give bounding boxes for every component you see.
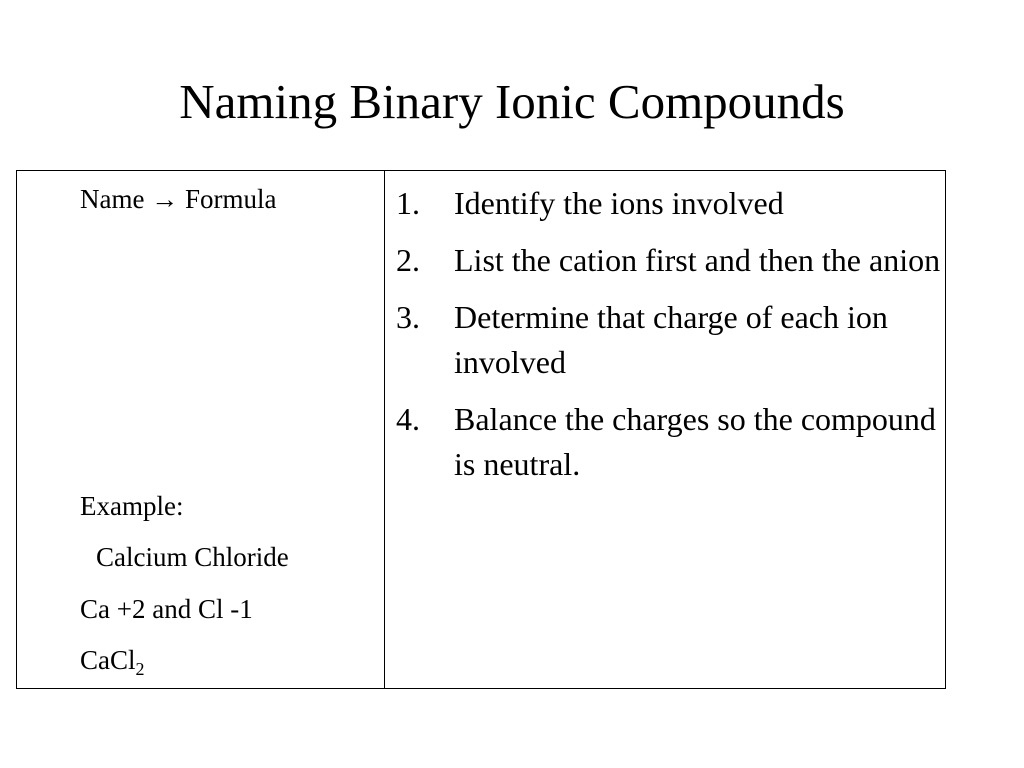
step-item xyxy=(396,238,941,283)
step-text: Balance the charges so the compound is neutral. xyxy=(454,401,936,482)
content-table xyxy=(16,170,946,689)
example-ion-charges: Ca +2 and Cl -1 xyxy=(80,594,253,624)
name-to-formula-heading: Name → Formula xyxy=(80,184,277,214)
naming-steps-list xyxy=(396,181,941,499)
example-formula xyxy=(80,644,145,679)
step-number: 1. xyxy=(396,185,420,221)
column-divider xyxy=(384,171,385,688)
example-label: Example: xyxy=(80,491,184,521)
slide-title: Naming Binary Ionic Compounds xyxy=(179,74,845,129)
example-compound-name: Calcium Chloride xyxy=(96,542,289,572)
step-number: 3. xyxy=(396,299,420,335)
step-text: List the cation first and then the anion xyxy=(454,242,941,278)
formula-base: CaCl xyxy=(80,645,136,675)
formula-subscript: 2 xyxy=(135,659,145,679)
step-item xyxy=(396,397,941,487)
step-item xyxy=(396,181,941,226)
step-number: 2. xyxy=(396,242,420,278)
step-number: 4. xyxy=(396,401,420,437)
step-item xyxy=(396,295,941,385)
step-text: Identify the ions involved xyxy=(454,185,784,221)
step-text: Determine that charge of each ion involved xyxy=(454,299,888,380)
